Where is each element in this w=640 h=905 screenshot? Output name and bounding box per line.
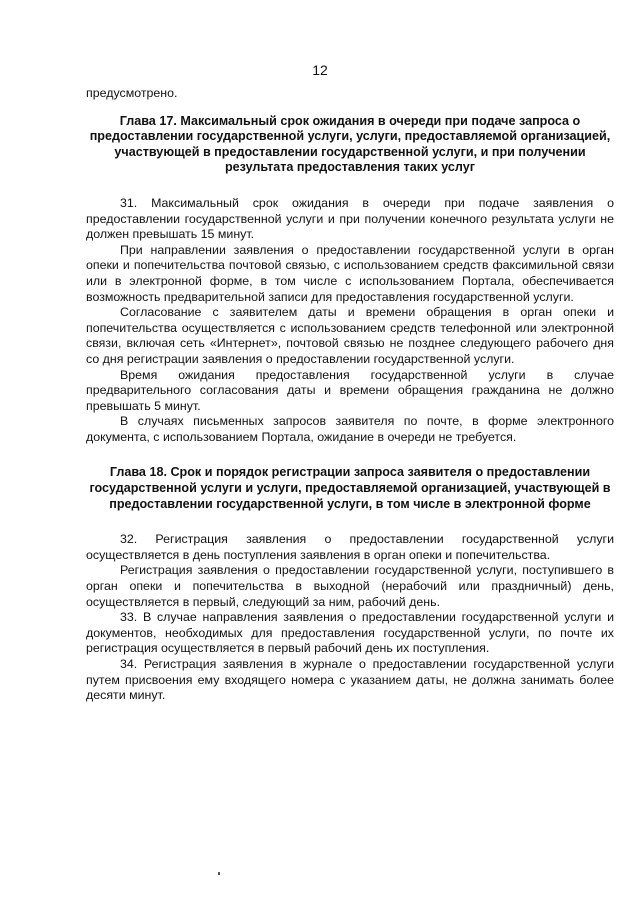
paragraph-31-3: Согласование с заявителем даты и времени обращения в орган опеки и попечительства осуществляется с использованием средств телефонной или электронной связи, включая сеть «Интернет», почтовой связью не позднее следующего рабочего дня со дня регистрации заявления о предоставлении государственной услуги. [86,305,614,366]
chapter-17-title: Глава 17. Максимальный срок ожидания в очереди при подаче запроса о предоставлении государственной услуги, услуги, предоставляемой организацией, участвующей в предоставлении государственной услуги, и при получении результата предоставления таких услуг [89,113,611,175]
intro-line: предусмотрено. [86,86,178,100]
paragraph-31-5: В случаях письменных запросов заявителя по почте, в форме электронного документа, с использованием Портала, ожидание в очереди не требуется. [86,414,614,444]
paragraph-31-2: При направлении заявления о предоставлении государственной услуги в орган опеки и попечительства почтовой связью, с использованием средств факсимильной связи или в электронной форме, в том числе с использованием Портала, обеспечивается возможность предварительной записи для предоставления государственной услуги. [86,242,614,304]
paragraph-32: 32. Регистрация заявления о предоставлении государственной услуги осуществляется в день поступления заявления в орган опеки и попечительства. [86,532,614,562]
paragraph-33: 33. В случае направления заявления о предоставлении государственной услуги и документов, необходимых для предоставления государственной услуги, по почте их регистрация осуществляется в первый рабочий день их поступления. [86,610,614,656]
paragraph-31: 31. Максимальный срок ожидания в очереди при подаче заявления о предоставлении государственной услуги и при получении конечного результата услуги не должен превышать 15 минут. [86,195,614,242]
document-body [86,86,614,704]
scan-speck [218,872,220,875]
page-number: 12 [312,62,328,78]
paragraph-31-4: Время ожидания предоставления государственной услуги в случае предварительного согласования даты и времени обращения гражданина не должно превышать 5 минут. [86,367,614,413]
paragraph-32-2: Регистрация заявления о предоставлении государственной услуги, поступившего в орган опеки и попечительства в выходной (нерабочий или праздничный) день, осуществляется в первый, следующий за ним, рабочий день. [86,563,614,609]
paragraph-34: 34. Регистрация заявления в журнале о предоставлении государственной услуги путем присвоения ему входящего номера с указанием даты, не должна занимать более десяти минут. [86,657,614,703]
chapter-18-title: Глава 18. Срок и порядок регистрации запроса заявителя о предоставлении государственной услуги и услуги, предоставляемой организацией, участвующей в предоставлении государственной услуги, в том числе в электронной форме [89,465,611,511]
